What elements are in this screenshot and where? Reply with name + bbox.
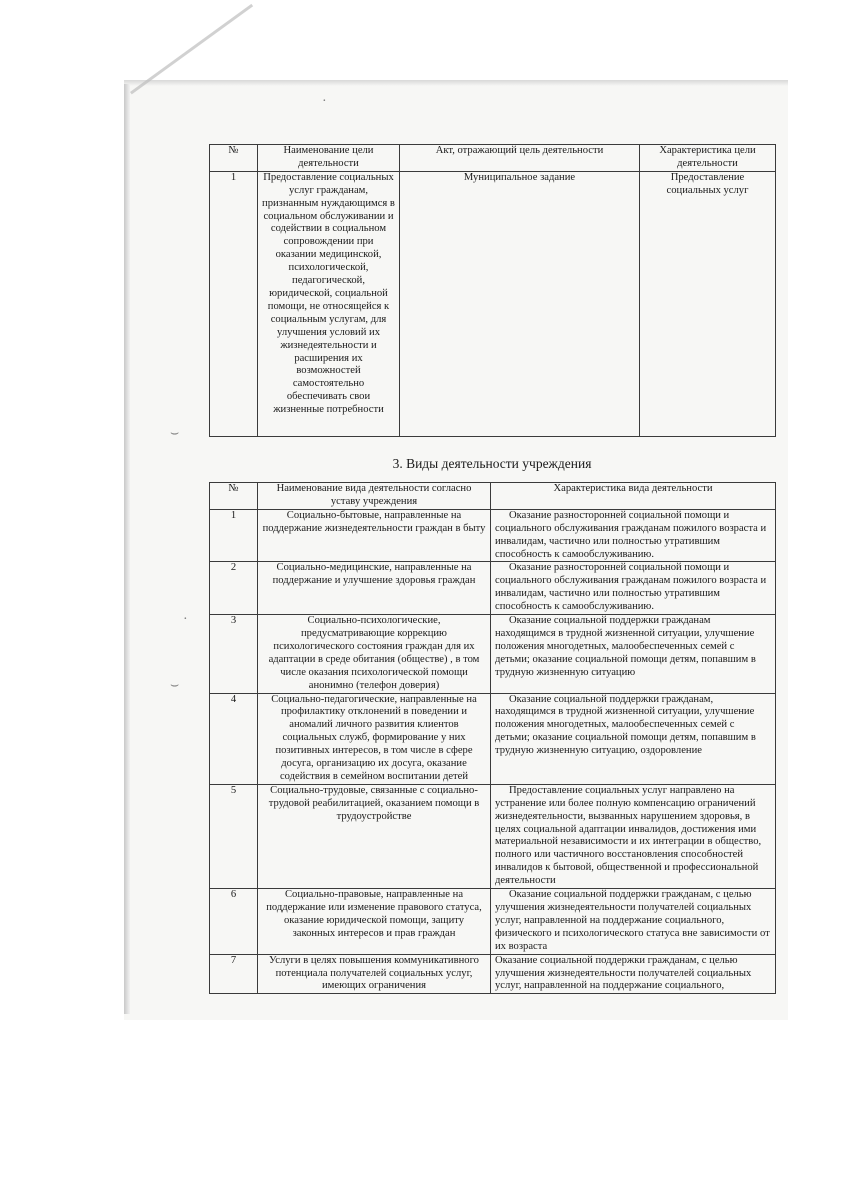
row-number: 3 xyxy=(210,615,258,693)
activity-name: Социально-психологические, предусматривающие коррекцию психологического состояния граждан для их адаптации в среде обитания (обществе) , в том числе оказания психологической помощи анонимно (телефон доверия) xyxy=(258,615,491,693)
activity-name: Социально-медицинские, направленные на поддержание и улучшение здоровья граждан xyxy=(258,562,491,615)
activity-characteristic: Оказание разносторонней социальной помощи и социального обслуживания гражданам пожилого возраста и инвалидам, частично или полностью утратившим способность к самообслуживанию. xyxy=(491,509,776,562)
row-number: 1 xyxy=(210,509,258,562)
column-header-activity-name: Наименование вида деятельности согласно уставу учреждения xyxy=(258,483,491,510)
table-row xyxy=(210,171,776,436)
row-number: 2 xyxy=(210,562,258,615)
scan-shadow-top xyxy=(124,80,788,86)
activity-characteristic: Оказание социальной поддержки гражданам, находящимся в трудной жизненной ситуации, улучшение положения многодетных, малообеспеченных семей с детьми; оказание социальной помощи детям, попавшим в трудную жизненную ситуацию, оздоровление xyxy=(491,693,776,784)
table-header-row xyxy=(210,145,776,172)
table-row xyxy=(210,954,776,994)
row-number: 7 xyxy=(210,954,258,994)
activity-characteristic: Оказание разносторонней социальной помощи и социального обслуживания гражданам пожилого возраста и инвалидам, частично или полностью утратившим способность к самообслуживанию. xyxy=(491,562,776,615)
table-header-row xyxy=(210,483,776,510)
scan-mark: ⌣ xyxy=(170,426,180,441)
row-number: 5 xyxy=(210,784,258,888)
goal-characteristic: Предоставление социальных услуг xyxy=(640,171,776,436)
table-row xyxy=(210,784,776,888)
scan-mark: ⌣ xyxy=(170,678,180,693)
scan-speck: · xyxy=(183,612,188,627)
section-title: 3. Виды деятельности учреждения xyxy=(392,456,592,471)
activity-name: Услуги в целях повышения коммуникативного потенциала получателей социальных услуг, имеющих ограничения xyxy=(258,954,491,994)
activity-name: Социально-бытовые, направленные на поддержание жизнедеятельности граждан в быту xyxy=(258,509,491,562)
activity-characteristic: Оказание социальной поддержки гражданам, с целью улучшения жизнедеятельности получателей социальных услуг, направленной на поддержание социального, физического и психологического статуса вне зависимости от их возраста xyxy=(491,889,776,955)
scan-speck: · xyxy=(322,94,327,109)
goal-act: Муниципальное задание xyxy=(400,171,640,436)
row-number: 4 xyxy=(210,693,258,784)
activity-characteristic: Оказание социальной поддержки гражданам находящимся в трудной жизненной ситуации, улучшение положения многодетных, малообеспеченных семей с детьми; оказание социальной помощи детям, попавшим в трудную жизненную ситуацию xyxy=(491,615,776,693)
row-number: 6 xyxy=(210,889,258,955)
table-row xyxy=(210,562,776,615)
table-row xyxy=(210,615,776,693)
column-header-number: № xyxy=(210,145,258,172)
column-header-activity-characteristic: Характеристика вида деятельности xyxy=(491,483,776,510)
column-header-goal-characteristic: Характеристика цели деятельности xyxy=(640,145,776,172)
row-number: 1 xyxy=(210,171,258,436)
activities-table xyxy=(209,482,776,994)
activity-name: Социально-правовые, направленные на поддержание или изменение правового статуса, оказание юридической помощи, защиту законных интересов и прав граждан xyxy=(258,889,491,955)
column-header-act: Акт, отражающий цель деятельности xyxy=(400,145,640,172)
table-row xyxy=(210,693,776,784)
goals-table xyxy=(209,144,776,437)
activity-name: Социально-трудовые, связанные с социально-трудовой реабилитацией, оказанием помощи в трудоустройстве xyxy=(258,784,491,888)
activity-name: Социально-педагогические, направленные на профилактику отклонений в поведении и аномалий личного развития клиентов социальных служб, формирование у них позитивных интересов, в том числе в сфере досуга, организацию их досуга, оказание содействия в семейном воспитании детей xyxy=(258,693,491,784)
table-row xyxy=(210,889,776,955)
activity-characteristic: Предоставление социальных услуг направлено на устранение или более полную компенсацию ограничений жизнедеятельности, вызванных нарушением здоровья, в целях социальной адаптации инвалидов, достижения ими материальной независимости и их интеграции в общество, полного или частичного восстановления способностей инвалидов к бытовой, общественной и профессиональной деятельности xyxy=(491,784,776,888)
scan-shadow-left xyxy=(124,84,130,1014)
column-header-number: № xyxy=(210,483,258,510)
goal-name: Предоставление социальных услуг гражданам, признанным нуждающимся в социальном обслуживании и содействии в социальном сопровождении при оказании медицинской, психологической, педагогической, юридической, социальной помощи, не относящейся к социальным услугам, для улучшения условий их жизнедеятельности и расширения их возможностей самостоятельно обеспечивать свои жизненные потребности xyxy=(258,171,400,436)
table-row xyxy=(210,509,776,562)
column-header-goal-name: Наименование цели деятельности xyxy=(258,145,400,172)
activity-characteristic: Оказание социальной поддержки гражданам, с целью улучшения жизнедеятельности получателей социальных услуг, направленной на поддержание социального, xyxy=(491,954,776,994)
